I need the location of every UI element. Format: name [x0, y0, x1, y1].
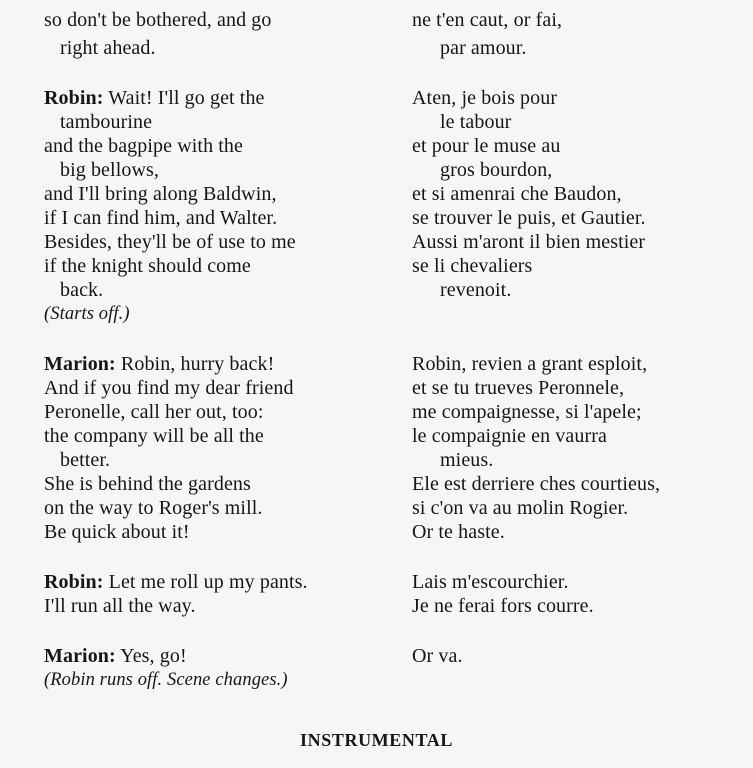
french-line: et si amenrai che Baudon,: [412, 183, 622, 205]
french-line: et se tu trueves Peronnele,: [412, 377, 625, 399]
dialogue-line: [44, 352, 274, 376]
dialogue-line: [44, 644, 187, 668]
dialogue-text: Let me roll up my pants.: [108, 571, 308, 593]
french-line: mieus.: [440, 449, 494, 471]
french-line: me compaignesse, si l'apele;: [412, 401, 642, 423]
french-line: se li chevaliers: [412, 255, 533, 277]
french-line: le compaignie en vaurra: [412, 425, 607, 447]
english-line: better.: [60, 449, 111, 471]
french-line: le tabour: [440, 111, 512, 133]
english-line: the company will be all the: [44, 425, 264, 447]
english-line: tambourine: [60, 111, 153, 133]
section-heading: INSTRUMENTAL: [300, 730, 453, 750]
english-line: if the knight should come: [44, 255, 251, 277]
speaker-name: Marion:: [44, 353, 116, 375]
dialogue-text: Yes, go!: [120, 645, 187, 667]
stage-direction: (Robin runs off. Scene changes.): [44, 670, 288, 690]
french-line: si c'on va au molin Rogier.: [412, 497, 629, 519]
english-line: Be quick about it!: [44, 521, 190, 543]
english-line: and I'll bring along Baldwin,: [44, 183, 277, 205]
french-line: Aten, je bois pour: [412, 87, 558, 109]
french-line: par amour.: [440, 37, 527, 59]
french-line: se trouver le puis, et Gautier.: [412, 207, 646, 229]
french-line: et pour le muse au: [412, 135, 561, 157]
speaker-name: Robin:: [44, 571, 104, 593]
dialogue-line: [44, 86, 265, 110]
english-line: so don't be bothered, and go: [44, 9, 272, 31]
stage-direction: (Starts off.): [44, 304, 130, 324]
french-line: Or te haste.: [412, 521, 505, 543]
english-line: Besides, they'll be of use to me: [44, 231, 296, 253]
english-line: big bellows,: [60, 159, 159, 181]
english-line: back.: [60, 279, 104, 301]
dialogue-text: Robin, hurry back!: [120, 353, 275, 375]
speaker-name: Marion:: [44, 645, 116, 667]
english-line: right ahead.: [60, 37, 156, 59]
french-line: Lais m'escourchier.: [412, 571, 569, 593]
english-line: and the bagpipe with the: [44, 135, 244, 157]
english-line: And if you find my dear friend: [44, 377, 294, 399]
french-line: Ele est derriere ches courtieus,: [412, 473, 661, 495]
french-line: Je ne ferai fors courre.: [412, 595, 594, 617]
english-line: on the way to Roger's mill.: [44, 497, 263, 519]
speaker-name: Robin:: [44, 87, 104, 109]
french-line: Robin, revien a grant esploit,: [412, 353, 648, 375]
english-line: if I can find him, and Walter.: [44, 207, 278, 229]
english-line: She is behind the gardens: [44, 473, 251, 495]
french-line: revenoit.: [440, 279, 512, 301]
dialogue-text: Wait! I'll go get the: [108, 87, 265, 109]
french-line: Or va.: [412, 645, 463, 667]
english-line: Peronelle, call her out, too:: [44, 401, 264, 423]
english-line: I'll run all the way.: [44, 595, 196, 617]
french-line: gros bourdon,: [440, 159, 553, 181]
dialogue-line: [44, 570, 308, 594]
french-line: Aussi m'aront il bien mestier: [412, 231, 646, 253]
french-line: ne t'en caut, or fai,: [412, 9, 563, 31]
